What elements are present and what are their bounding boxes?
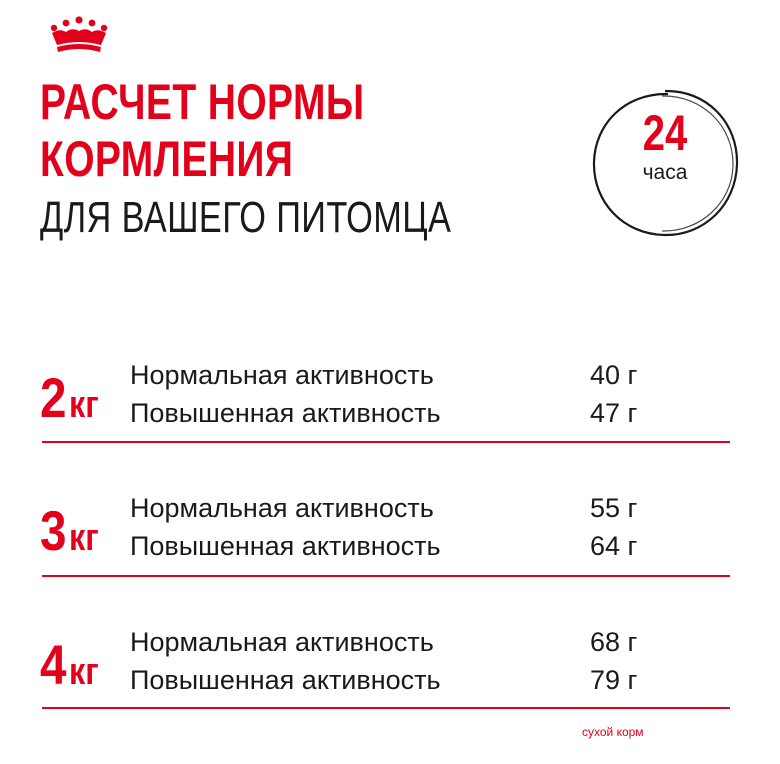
- weight-label: [40, 366, 99, 429]
- badge-unit: часа: [642, 161, 688, 184]
- feeding-row-4kg: [0, 617, 780, 747]
- high-activity-amount: 79 г: [590, 665, 638, 695]
- row-divider: [42, 707, 730, 709]
- high-activity-label: Повышенная активность: [130, 398, 441, 428]
- normal-activity-label: Нормальная активность: [130, 360, 434, 390]
- row-divider: [42, 441, 730, 443]
- badge-value: 24: [642, 105, 688, 161]
- high-activity-amount: 47 г: [590, 398, 638, 428]
- normal-activity-amount: 40 г: [590, 360, 638, 390]
- normal-activity-amount: 55 г: [590, 493, 638, 523]
- weight-unit: кг: [69, 517, 99, 559]
- weight-value: 2: [40, 366, 67, 429]
- weight-unit: кг: [69, 384, 99, 426]
- high-activity-label: Повышенная активность: [130, 665, 441, 695]
- hours-badge: [588, 86, 742, 240]
- high-activity-label: Повышенная активность: [130, 531, 441, 561]
- footnote: сухой корм: [582, 725, 644, 739]
- weight-unit: кг: [69, 651, 99, 693]
- feeding-row-3kg: [0, 483, 780, 613]
- row-divider: [42, 575, 730, 577]
- page-subtitle: ДЛЯ ВАШЕГО ПИТОМЦА: [40, 193, 452, 242]
- weight-label: [40, 499, 99, 562]
- normal-activity-label: Нормальная активность: [130, 627, 434, 657]
- weight-value: 3: [40, 499, 67, 562]
- page-title-line1: РАСЧЕТ НОРМЫ: [40, 74, 365, 130]
- high-activity-amount: 64 г: [590, 531, 638, 561]
- crown-logo-icon: [44, 14, 114, 56]
- feeding-row-2kg: [0, 350, 780, 480]
- weight-label: [40, 633, 99, 696]
- normal-activity-label: Нормальная активность: [130, 493, 434, 523]
- normal-activity-amount: 68 г: [590, 627, 638, 657]
- page-title-line2: КОРМЛЕНИЯ: [40, 131, 294, 187]
- weight-value: 4: [40, 633, 67, 696]
